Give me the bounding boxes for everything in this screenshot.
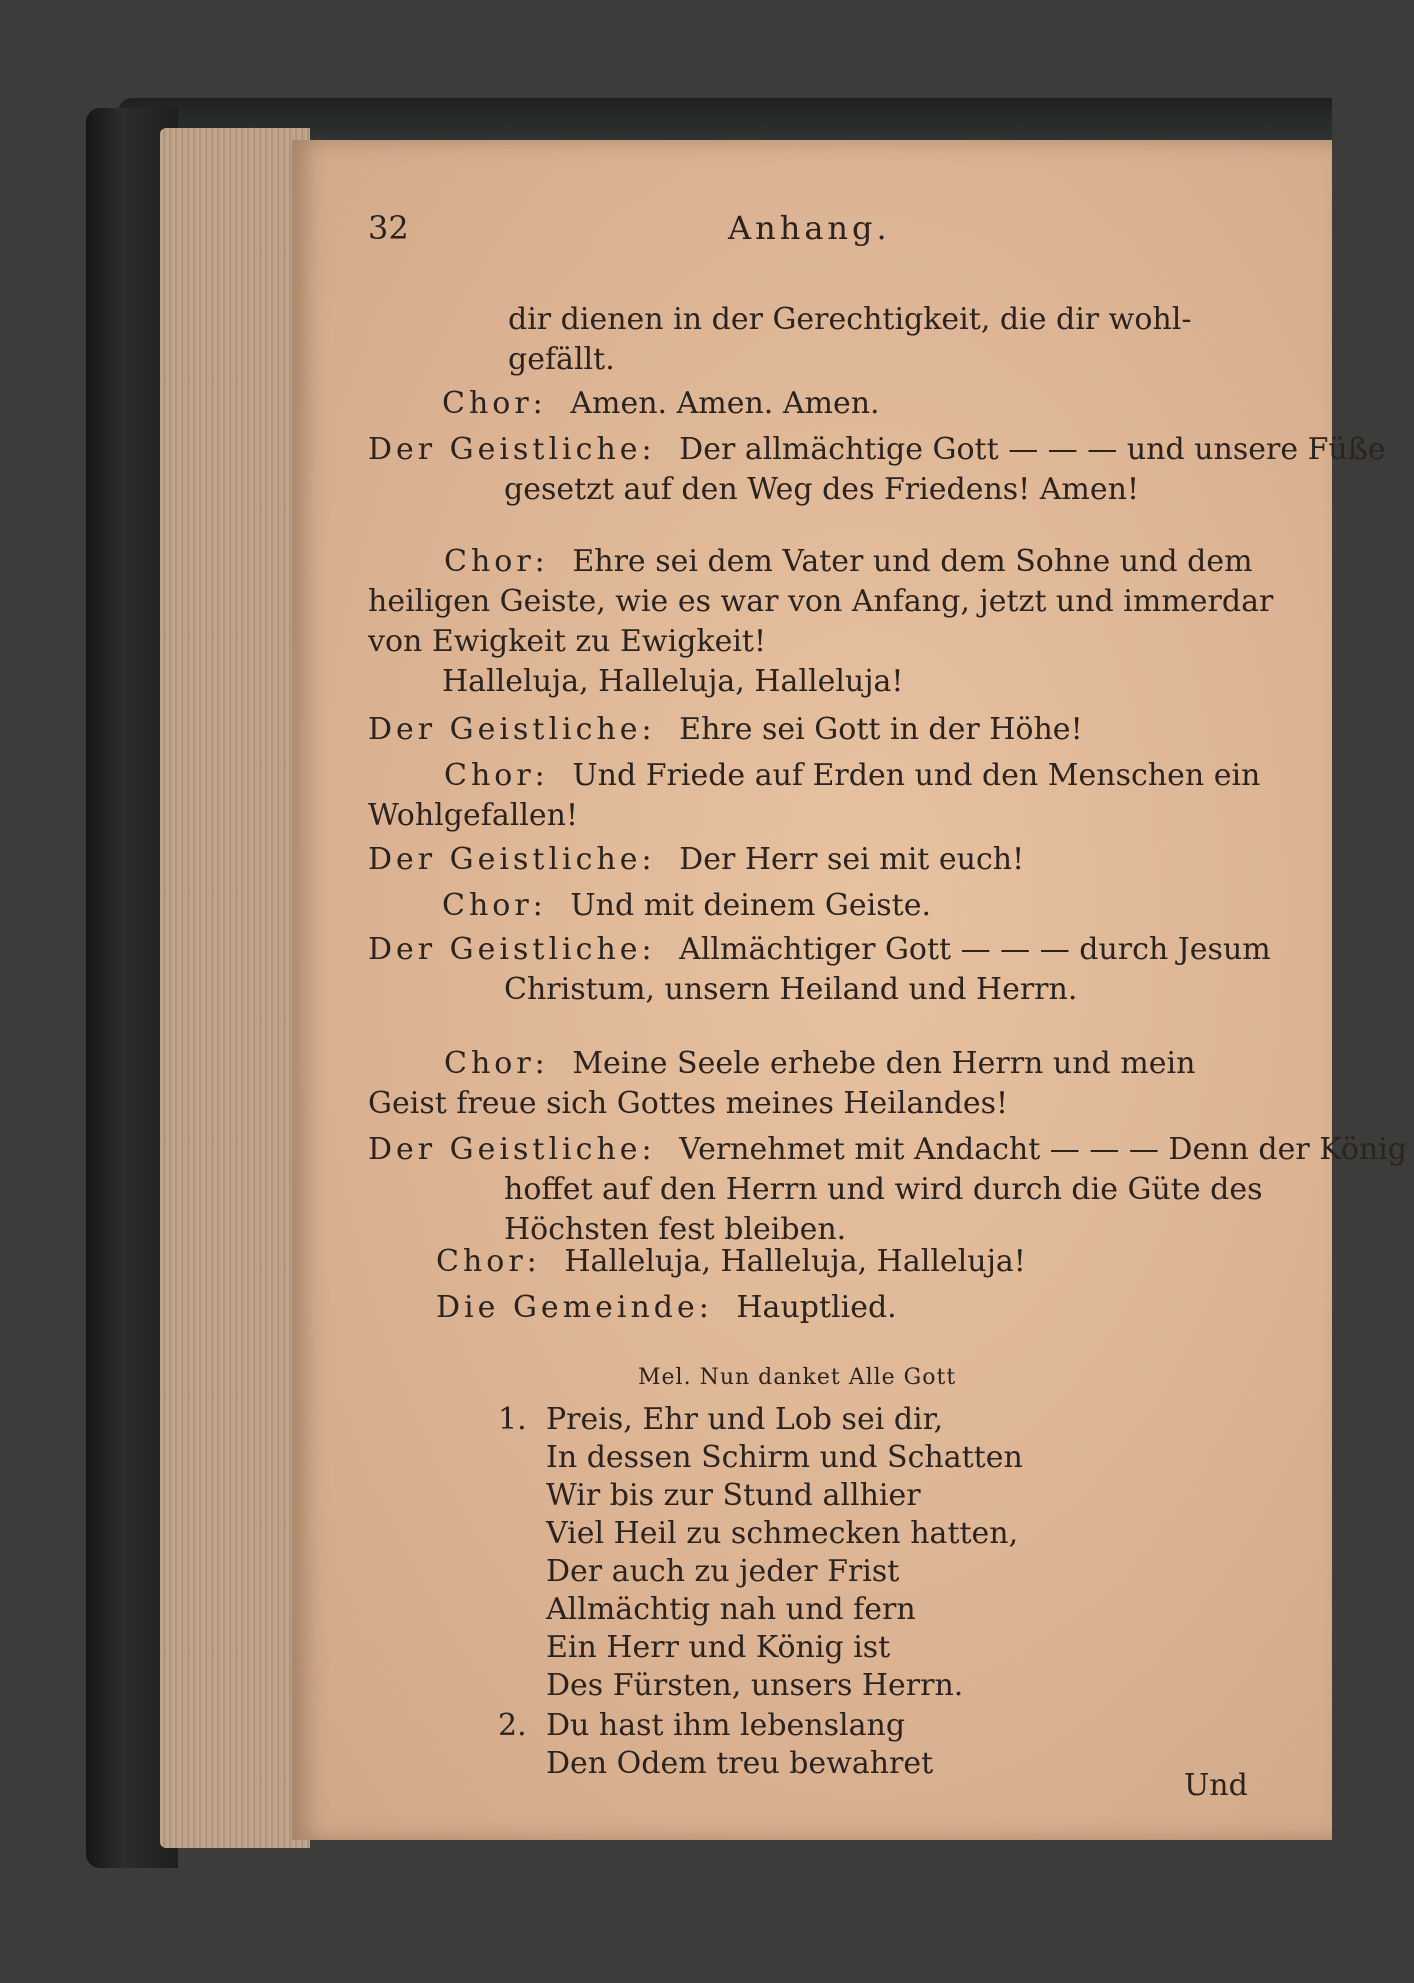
liturgy-paragraph: [442, 886, 1282, 926]
speaker-label: Chor:: [436, 1244, 541, 1279]
verse-line: Des Fürsten, unsers Herrn.: [546, 1668, 964, 1703]
verse-line: Wir bis zur Stund allhier: [546, 1478, 921, 1513]
speaker-label: Chor:: [444, 758, 549, 793]
page-number: 32: [368, 209, 409, 247]
speaker-label: Chor:: [442, 888, 547, 923]
paragraph-text: Allmächtiger Gott — — — durch Jesum Christum, unsern Heiland und Herrn.: [504, 932, 1271, 1007]
page-header: [368, 208, 1248, 254]
paragraph-text: Hauptlied.: [736, 1290, 897, 1325]
liturgy-paragraph: [368, 710, 1278, 750]
liturgy-paragraph: [368, 542, 1278, 662]
liturgy-paragraph: [442, 662, 1282, 702]
paragraph-text: Der Herr sei mit euch!: [679, 842, 1025, 877]
speaker-label: Chor:: [442, 386, 547, 421]
speaker-label: Chor:: [444, 1046, 549, 1081]
verse-line: Preis, Ehr und Lob sei dir,: [546, 1402, 944, 1437]
paragraph-text: Ehre sei dem Vater und dem Sohne und dem heiligen Geiste, wie es war von Anfang, jetzt und immerdar von Ewigkeit zu Ewigkeit!: [368, 544, 1274, 659]
verse-number: 1.: [498, 1402, 527, 1437]
speaker-label: Der Geistliche:: [368, 432, 656, 467]
paragraph-text: Der allmächtige Gott — — — und unsere Füße gesetzt auf den Weg des Friedens! Amen!: [504, 432, 1386, 507]
speaker-label: Der Geistliche:: [368, 1132, 656, 1167]
speaker-label: Chor:: [444, 544, 549, 579]
book-page: [292, 140, 1408, 1840]
paragraph-text: Vernehmet mit Andacht — — — Denn der König hoffet auf den Herrn und wird durch die Güte des Höchsten fest bleiben.: [504, 1132, 1408, 1247]
catchword: Und: [1184, 1768, 1248, 1803]
liturgy-paragraph: [508, 300, 1278, 380]
verse-number: 2.: [498, 1708, 527, 1743]
paragraph-text: Und Friede auf Erden und den Menschen ein Wohlgefallen!: [368, 758, 1261, 833]
liturgy-paragraph: [368, 756, 1278, 836]
paragraph-text: Halleluja, Halleluja, Halleluja!: [442, 664, 904, 699]
verse-line: Der auch zu jeder Frist: [546, 1554, 900, 1589]
liturgy-paragraph: [368, 1044, 1278, 1124]
paragraph-text: Amen. Amen. Amen.: [570, 386, 880, 421]
paragraph-text: Ehre sei Gott in der Höhe!: [679, 712, 1083, 747]
verse-line: Den Odem treu bewahret: [546, 1746, 934, 1781]
liturgy-paragraph: [436, 1288, 1276, 1328]
speaker-label: Der Geistliche:: [368, 932, 656, 967]
paragraph-text: Und mit deinem Geiste.: [570, 888, 931, 923]
liturgy-paragraph: [442, 384, 1282, 424]
verse-lines: [546, 1400, 1066, 1704]
liturgy-paragraph: [368, 840, 1278, 880]
page-edges: [160, 128, 310, 1848]
verse-line: Viel Heil zu schmecken hatten,: [546, 1516, 1019, 1551]
page-title: Anhang.: [728, 209, 891, 247]
speaker-label: Die Gemeinde:: [436, 1290, 713, 1325]
liturgy-paragraph: [368, 930, 1414, 1010]
verse-line: Ein Herr und König ist: [546, 1630, 891, 1665]
paragraph-text: Halleluja, Halleluja, Halleluja!: [564, 1244, 1026, 1279]
melody-line: Mel. Nun danket Alle Gott: [638, 1365, 957, 1390]
liturgy-paragraph: [368, 1130, 1414, 1250]
paragraph-text: dir dienen in der Gerechtigkeit, die dir wohl-gefällt.: [508, 302, 1192, 377]
liturgy-paragraph: [368, 430, 1414, 510]
verse-line: In dessen Schirm und Schatten: [546, 1440, 1023, 1475]
speaker-label: Der Geistliche:: [368, 712, 656, 747]
liturgy-paragraph: [436, 1242, 1276, 1282]
paragraph-text: Meine Seele erhebe den Herrn und mein Geist freue sich Gottes meines Heilandes!: [368, 1046, 1196, 1121]
speaker-label: Der Geistliche:: [368, 842, 656, 877]
verse-line: Du hast ihm lebenslang: [546, 1708, 906, 1743]
verse-lines: [546, 1706, 1066, 1782]
verse-line: Allmächtig nah und fern: [546, 1592, 916, 1627]
